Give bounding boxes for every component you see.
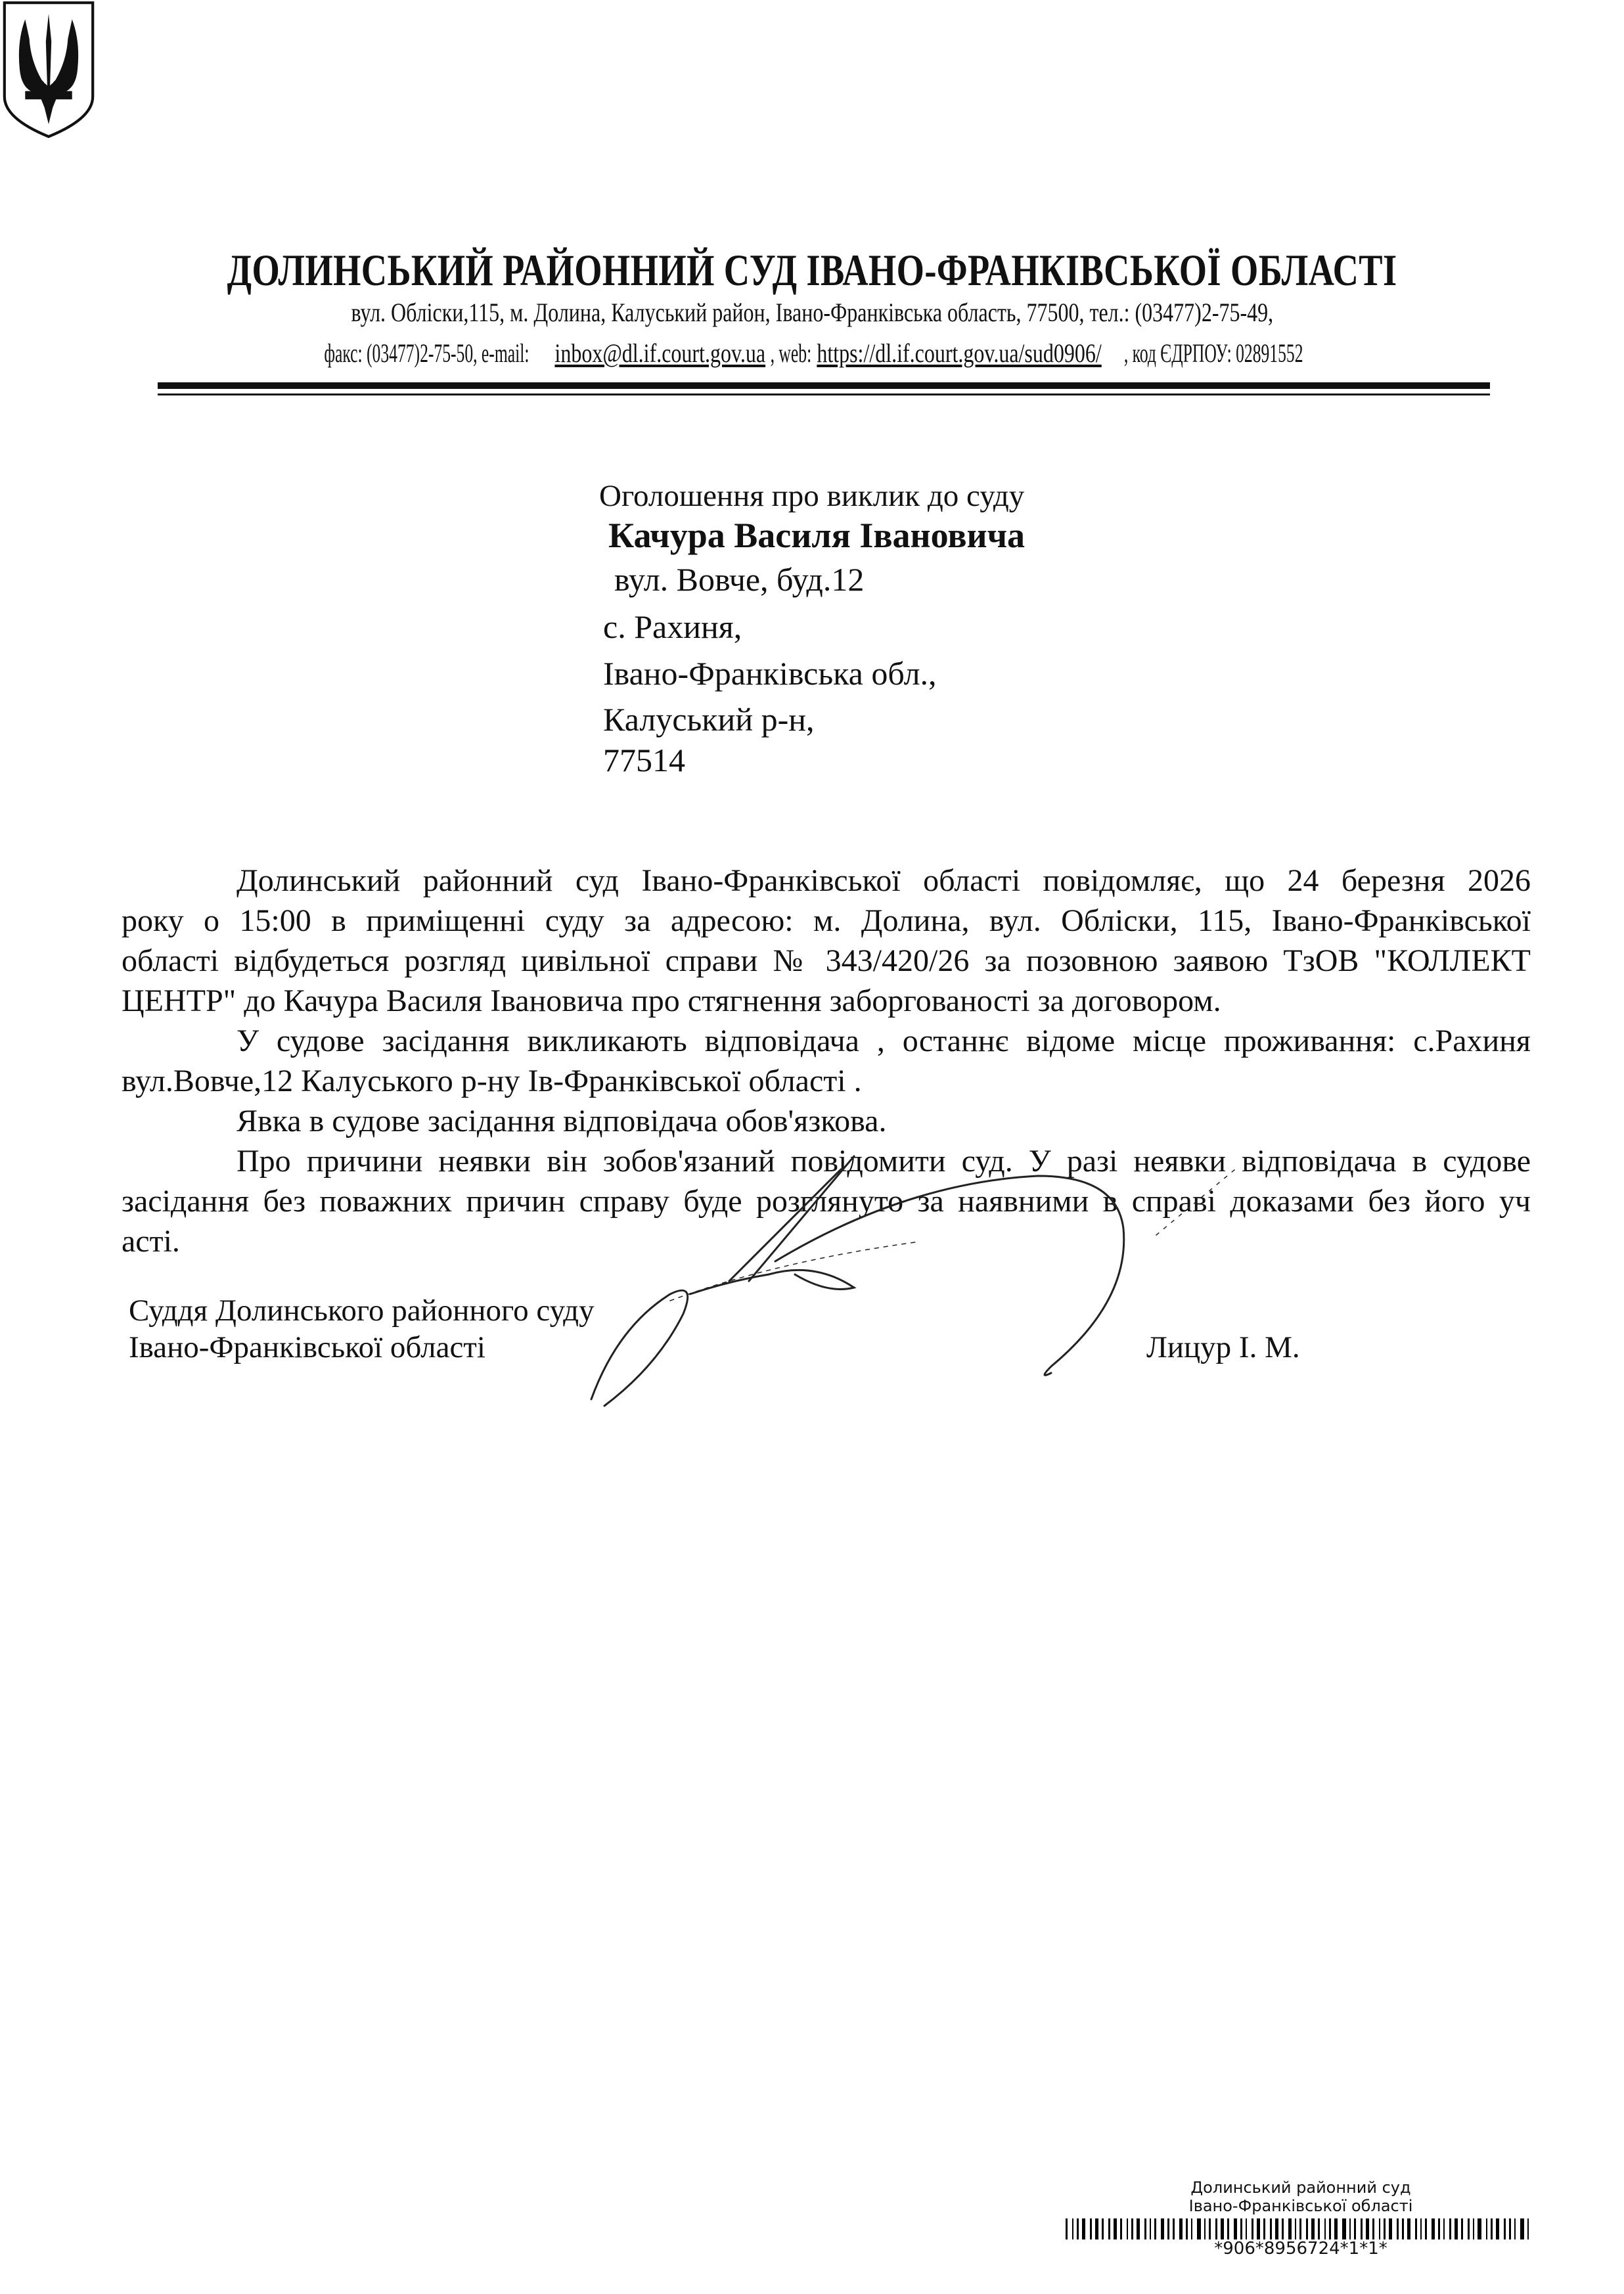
body-line: асті.	[122, 1224, 180, 1259]
barcode-bar	[1257, 2218, 1260, 2239]
barcode-bar	[1415, 2218, 1417, 2239]
recipient-district: Калуський р-н,	[603, 701, 815, 738]
barcode-bar	[1425, 2218, 1427, 2239]
barcode-bar	[1263, 2218, 1265, 2239]
barcode-bar	[1473, 2218, 1475, 2239]
judge-name: Лицур І. М.	[1146, 1330, 1300, 1364]
barcode-bar	[1461, 2218, 1463, 2239]
barcode-bar	[1449, 2218, 1451, 2239]
barcode-bar	[1072, 2218, 1074, 2239]
barcode-bar	[1270, 2218, 1272, 2239]
barcode-bar	[1491, 2218, 1493, 2239]
barcode-bar	[1299, 2218, 1301, 2239]
barcode-bar	[1204, 2218, 1206, 2239]
web-label: , web:	[770, 338, 812, 368]
barcode-bar	[1311, 2218, 1315, 2239]
barcode-bar	[1438, 2218, 1440, 2239]
barcode-bar	[1240, 2218, 1242, 2239]
barcode-bar	[1120, 2218, 1122, 2239]
barcode-bar	[1114, 2218, 1117, 2239]
body-line: Про причини неявки він зобов'язаний повідомити суд. У разі неявки відповідача в судове	[237, 1144, 1531, 1179]
body-line: Долинський районний суд Івано-Франківської області повідомляє, що 24 березня 2026	[237, 863, 1531, 898]
body-line: області відбудеться розгляд цивільної справи № 343/420/26 за позовною заявою ТзОВ "КОЛЛЕКТ	[122, 943, 1531, 978]
barcode-bar	[1349, 2218, 1351, 2239]
court-address: вул. Обліски,115, м. Долина, Калуський район, Івано-Франківська область, 77500, тел.: (03477)2-75-49,	[351, 298, 1273, 327]
barcode-bar	[1372, 2218, 1374, 2239]
handwritten-signature	[578, 1130, 1268, 1432]
body-line: вул.Вовче,12 Калуського р-ну Ів-Франківської області .	[122, 1064, 862, 1098]
barcode-bar	[1186, 2218, 1188, 2239]
barcode-bar	[1108, 2218, 1110, 2239]
barcode-bar	[1504, 2218, 1506, 2239]
barcode-bar	[1318, 2218, 1320, 2239]
body-line: Явка в судове засідання відповідача обов'язкова.	[237, 1104, 887, 1138]
barcode-bar	[1402, 2218, 1404, 2239]
barcode-bar	[1102, 2218, 1104, 2239]
barcode-bar	[1432, 2218, 1435, 2239]
barcode-bar	[1137, 2218, 1140, 2239]
court-title: ДОЛИНСЬКИЙ РАЙОННИЙ СУД ІВАНО-ФРАНКІВСЬКОЇ ОБЛАСТІ	[227, 245, 1397, 295]
edrpou-code: , код ЄДРПОУ: 02891552	[1123, 338, 1303, 368]
header-divider-thin	[158, 394, 1490, 395]
barcode-bar	[1407, 2218, 1410, 2239]
barcode-bar	[1282, 2218, 1284, 2239]
barcode-bar	[1496, 2218, 1499, 2239]
recipient-region: Івано-Франківська обл.,	[603, 655, 937, 692]
barcode-bar	[1486, 2218, 1488, 2239]
barcode-bar	[1077, 2218, 1079, 2239]
barcode-bar	[1215, 2218, 1217, 2239]
barcode-bar	[1191, 2218, 1193, 2239]
barcode-bar	[1161, 2218, 1164, 2239]
email-link[interactable]: inbox@dl.if.court.gov.ua	[554, 338, 766, 368]
barcode-bar	[1329, 2218, 1331, 2239]
barcode-bar	[1334, 2218, 1338, 2239]
barcode-stamp-line1: Долинський районний суд	[1190, 2178, 1411, 2197]
barcode-bar	[1144, 2218, 1146, 2239]
barcode-bar	[1227, 2218, 1229, 2239]
body-line: ЦЕНТР" до Качура Василя Івановича про стягнення заборгованості за договором.	[122, 983, 1221, 1018]
barcode-bar	[1361, 2218, 1363, 2239]
barcode-bar	[1342, 2218, 1345, 2239]
fax-text: факс: (03477)2-75-50, e-mail:	[324, 338, 530, 368]
barcode-stamp-line2: Івано-Франківської області	[1188, 2197, 1413, 2215]
barcode-number: *906*8956724*1*1*	[1214, 2239, 1387, 2259]
recipient-village: с. Рахиня,	[603, 608, 742, 645]
barcode-bar	[1131, 2218, 1133, 2239]
barcode-bar	[1173, 2218, 1175, 2239]
barcode-bar	[1468, 2218, 1470, 2239]
barcode-bar	[1252, 2218, 1253, 2239]
barcode-bar	[1295, 2218, 1297, 2239]
header-divider-thick	[158, 382, 1490, 389]
barcode-bar	[1288, 2218, 1292, 2239]
barcode-bar	[1509, 2218, 1511, 2239]
barcode-bar	[1397, 2218, 1399, 2239]
barcode-bar	[1150, 2218, 1152, 2239]
paragraph-hearing	[122, 861, 1531, 1021]
paragraph-summons	[122, 1021, 1531, 1101]
barcode-bar	[1443, 2218, 1445, 2239]
barcode-bar	[1306, 2218, 1308, 2239]
recipient-name: Качура Василя Івановича	[608, 516, 1026, 555]
barcode-bar	[1520, 2218, 1523, 2239]
recipient-postcode: 77514	[603, 742, 685, 778]
barcode-bar	[1209, 2218, 1211, 2239]
judge-position-line1: Суддя Долинського районного суду	[129, 1293, 595, 1328]
barcode-bar	[1366, 2218, 1369, 2239]
barcode-bar	[1066, 2218, 1068, 2239]
barcode	[1066, 2218, 1532, 2239]
barcode-bar	[1234, 2218, 1237, 2239]
body-line: засідання без поважних причин справу буде розглянуто за наявними в справі доказами без його уч	[122, 1184, 1531, 1219]
body-line: року о 15:00 в приміщенні суду за адресою: м. Долина, вул. Обліски, 115, Івано-Франківської	[122, 903, 1531, 938]
barcode-bar	[1167, 2218, 1169, 2239]
barcode-bar	[1095, 2218, 1098, 2239]
announcement-heading: Оголошення про виклик до суду	[599, 479, 1025, 513]
barcode-bar	[1197, 2218, 1200, 2239]
barcode-bar	[1384, 2218, 1386, 2239]
barcode-bar	[1514, 2218, 1516, 2239]
recipient-street: вул. Вовче, буд.12	[614, 561, 865, 598]
trident-emblem-icon	[0, 0, 97, 138]
barcode-bar	[1455, 2218, 1458, 2239]
barcode-bar	[1527, 2218, 1529, 2239]
barcode-bar	[1275, 2218, 1278, 2239]
body-line: У судове засідання викликають відповідача , останнє відоме місце проживання: с.Рахиня	[237, 1023, 1531, 1058]
barcode-bar	[1477, 2218, 1481, 2239]
barcode-bar	[1221, 2218, 1224, 2239]
barcode-bar	[1379, 2218, 1381, 2239]
barcode-bar	[1090, 2218, 1092, 2239]
barcode-bar	[1127, 2218, 1129, 2239]
barcode-bar	[1324, 2218, 1326, 2239]
barcode-bar	[1420, 2218, 1422, 2239]
barcode-bar	[1179, 2218, 1183, 2239]
barcode-bar	[1154, 2218, 1156, 2239]
barcode-bar	[1246, 2218, 1248, 2239]
web-link[interactable]: https://dl.if.court.gov.ua/sud0906/	[817, 338, 1102, 368]
barcode-bar	[1354, 2218, 1356, 2239]
judge-position-line2: Івано-Франківської області	[129, 1330, 485, 1364]
barcode-bar	[1389, 2218, 1392, 2239]
barcode-bar	[1082, 2218, 1085, 2239]
court-contacts	[0, 338, 1624, 369]
